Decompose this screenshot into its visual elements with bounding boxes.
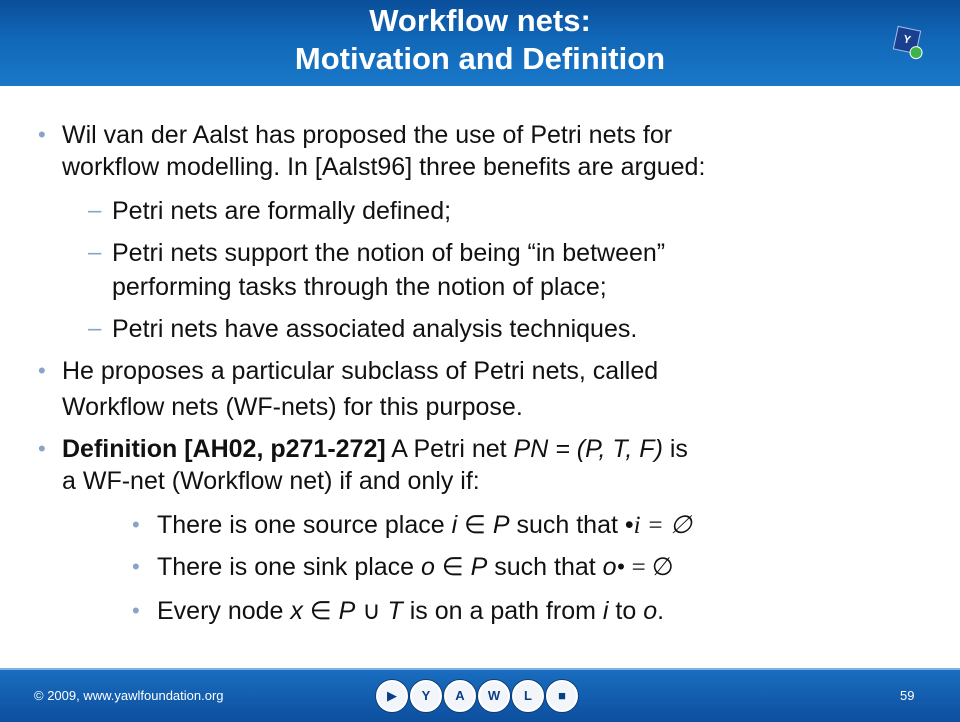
condition-3-text-c: to xyxy=(608,597,644,625)
logo-letter: Y xyxy=(902,33,912,47)
var-o: o xyxy=(421,553,435,581)
condition-3-text-b: is on a path from xyxy=(402,597,603,625)
definition-label: Definition [AH02, p271-272] xyxy=(62,435,386,463)
copyright-text: © 2009, www.yawlfoundation.org xyxy=(34,688,224,703)
condition-3 xyxy=(157,596,664,626)
var-i: i xyxy=(602,597,609,625)
nav-play-button[interactable] xyxy=(376,680,408,712)
condition-1 xyxy=(157,510,692,541)
nav-stop-button[interactable] xyxy=(546,680,578,712)
dash-icon: – xyxy=(88,197,102,224)
var-o: o xyxy=(643,597,658,625)
element-of-symbol: ∈ xyxy=(434,553,471,581)
condition-2 xyxy=(157,552,674,583)
bullet-icon: • xyxy=(132,598,140,623)
play-icon: ▶ xyxy=(387,688,397,703)
nav-a-button[interactable] xyxy=(444,680,476,712)
paragraph-2-line-1: He proposes a particular subclass of Petri nets, called xyxy=(62,357,659,385)
paragraph-2-line-2: Workflow nets (WF-nets) for this purpose. xyxy=(62,393,523,421)
condition-3-period: . xyxy=(657,597,665,625)
slide-title-line1: Workflow nets: xyxy=(369,3,591,38)
var-o: o xyxy=(602,553,617,581)
bullet-icon: • xyxy=(38,436,46,461)
definition-line-1 xyxy=(62,434,688,464)
sub-bullet-2-line-1: Petri nets support the notion of being “in between” xyxy=(112,239,666,267)
slide-title-line2: Motivation and Definition xyxy=(294,41,666,76)
var-P: P xyxy=(470,553,488,581)
nav-y-button[interactable] xyxy=(410,680,442,712)
sub-bullet-2-line-2: performing tasks through the notion of place; xyxy=(112,273,607,301)
bullet-icon: • xyxy=(132,512,140,537)
condition-1-text: There is one source place xyxy=(157,511,452,539)
paragraph-1-line-2: workflow modelling. In [Aalst96] three benefits are argued: xyxy=(62,153,706,181)
page-number: 59 xyxy=(900,688,915,703)
footer-bar xyxy=(0,668,960,722)
dash-icon: – xyxy=(88,315,102,342)
nav-l-button[interactable] xyxy=(512,680,544,712)
condition-2-text-b: such that xyxy=(487,553,603,581)
definition-line-2: a WF-net (Workflow net) if and only if: xyxy=(62,467,480,495)
var-P: P xyxy=(492,511,510,539)
stop-icon: ■ xyxy=(558,688,566,703)
definition-text-a: A Petri net xyxy=(385,435,514,463)
definition-tuple: PN = (P, T, F) xyxy=(513,435,663,463)
var-P: P xyxy=(338,597,356,625)
sub-bullet-3: Petri nets have associated analysis techniques. xyxy=(112,315,638,343)
condition-2-text: There is one sink place xyxy=(157,553,422,581)
definition-text-b: is xyxy=(662,435,688,463)
sub-bullet-1: Petri nets are formally defined; xyxy=(112,197,452,225)
bullet-icon: • xyxy=(38,122,46,147)
dash-icon: – xyxy=(88,239,102,266)
var-i: i xyxy=(451,511,458,539)
letter-w-icon: W xyxy=(487,688,501,703)
union-symbol: ∪ xyxy=(355,597,388,625)
var-x: x xyxy=(290,597,303,625)
condition-1-text-b: such that • xyxy=(509,511,634,539)
preset-empty-expr: i = ∅ xyxy=(633,512,692,539)
letter-y-icon: Y xyxy=(421,688,431,703)
element-of-symbol: ∈ xyxy=(302,597,339,625)
condition-3-text: Every node xyxy=(157,597,291,625)
element-of-symbol: ∈ xyxy=(457,511,493,539)
letter-l-icon: L xyxy=(524,688,532,703)
letter-a-icon: A xyxy=(455,688,465,703)
paragraph-1-line-1: Wil van der Aalst has proposed the use of Petri nets for xyxy=(62,121,673,149)
bullet-icon: • xyxy=(132,554,140,579)
postset-empty-expr: • = ∅ xyxy=(616,554,674,581)
var-T: T xyxy=(387,597,403,625)
bullet-icon: • xyxy=(38,358,46,383)
nav-w-button[interactable] xyxy=(478,680,510,712)
